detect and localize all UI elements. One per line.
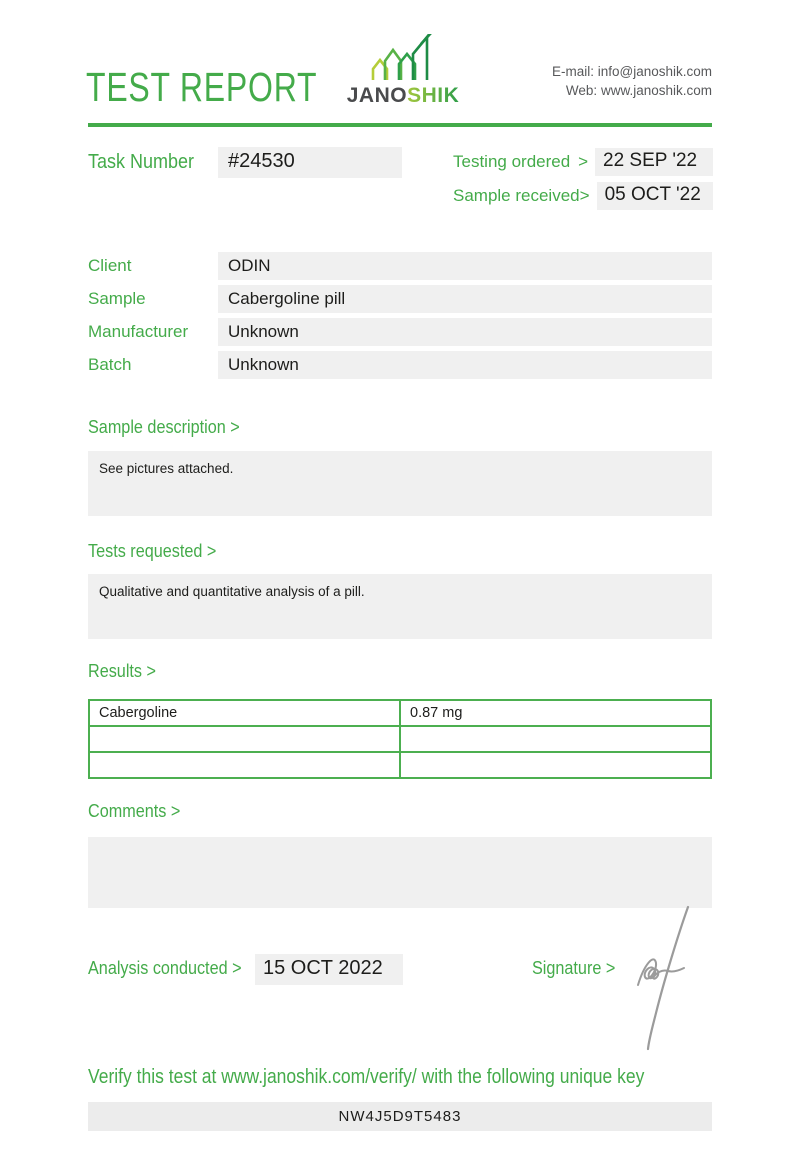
sample-received-row: [453, 182, 713, 210]
manufacturer-value: Unknown: [218, 318, 712, 346]
contact-email-line: [552, 62, 712, 81]
tests-requested-heading: Tests requested >: [88, 541, 217, 561]
testing-ordered-row: [453, 148, 713, 176]
comments-heading: Comments >: [88, 801, 181, 821]
sample-description-heading: Sample description >: [88, 417, 240, 437]
result-substance: Cabergoline: [89, 700, 400, 726]
sample-value: Cabergoline pill: [218, 285, 712, 313]
testing-ordered-separator: >: [578, 152, 588, 171]
contact-web-line: [552, 81, 712, 100]
result-substance: [89, 726, 400, 752]
results-row-2: [89, 726, 711, 752]
results-row-3: [89, 752, 711, 778]
result-amount: [400, 752, 711, 778]
sample-received-separator: >: [579, 186, 590, 205]
signature-label: Signature >: [532, 958, 616, 978]
janoshik-logo: [338, 34, 468, 108]
sample-received-value: 05 OCT '22: [597, 182, 713, 210]
web-label: Web:: [565, 83, 598, 98]
manufacturer-label: Manufacturer: [88, 322, 189, 341]
analysis-conducted-label: Analysis conducted >: [88, 958, 242, 978]
sample-row: [88, 285, 712, 313]
sample-label: Sample: [88, 289, 146, 308]
verify-instruction: Verify this test at www.janoshik.com/verify/ with the following unique key: [88, 1066, 645, 1088]
signature-image: [618, 901, 710, 1053]
contact-info: [552, 62, 712, 100]
testing-ordered-label: Testing ordered: [453, 152, 571, 171]
comments-box: [88, 837, 712, 908]
result-substance: [89, 752, 400, 778]
result-amount: 0.87 mg: [400, 700, 711, 726]
janoshik-logo-text: [338, 84, 468, 108]
task-number-label: Task Number: [88, 151, 195, 173]
client-value: ODIN: [218, 252, 712, 280]
header-divider: [88, 123, 712, 127]
result-amount: [400, 726, 711, 752]
janoshik-logo-icon: [365, 34, 441, 82]
results-row-1: [89, 700, 711, 726]
results-table: [88, 699, 712, 779]
manufacturer-row: [88, 318, 712, 346]
email-label: E-mail:: [551, 64, 594, 79]
results-heading: Results >: [88, 661, 156, 681]
tests-requested-box: Qualitative and quantitative analysis of a pill.: [88, 574, 712, 639]
web-value: www.janoshik.com: [600, 83, 712, 98]
testing-ordered-value: 22 SEP '22: [595, 148, 713, 176]
batch-value: Unknown: [218, 351, 712, 379]
client-row: [88, 252, 712, 280]
logo-shik: SHIK: [407, 84, 460, 107]
task-number-value: #24530: [218, 147, 402, 178]
sample-received-label: Sample received: [453, 186, 580, 205]
verify-key: NW4J5D9T5483: [88, 1102, 712, 1131]
sample-description-box: See pictures attached.: [88, 451, 712, 516]
analysis-conducted-value: 15 OCT 2022: [255, 954, 403, 985]
client-label: Client: [88, 256, 132, 275]
page-title: TEST REPORT: [86, 64, 318, 110]
email-value: info@janoshik.com: [597, 64, 712, 79]
logo-jano: JANO: [346, 84, 408, 107]
batch-label: Batch: [88, 355, 132, 374]
batch-row: [88, 351, 712, 379]
